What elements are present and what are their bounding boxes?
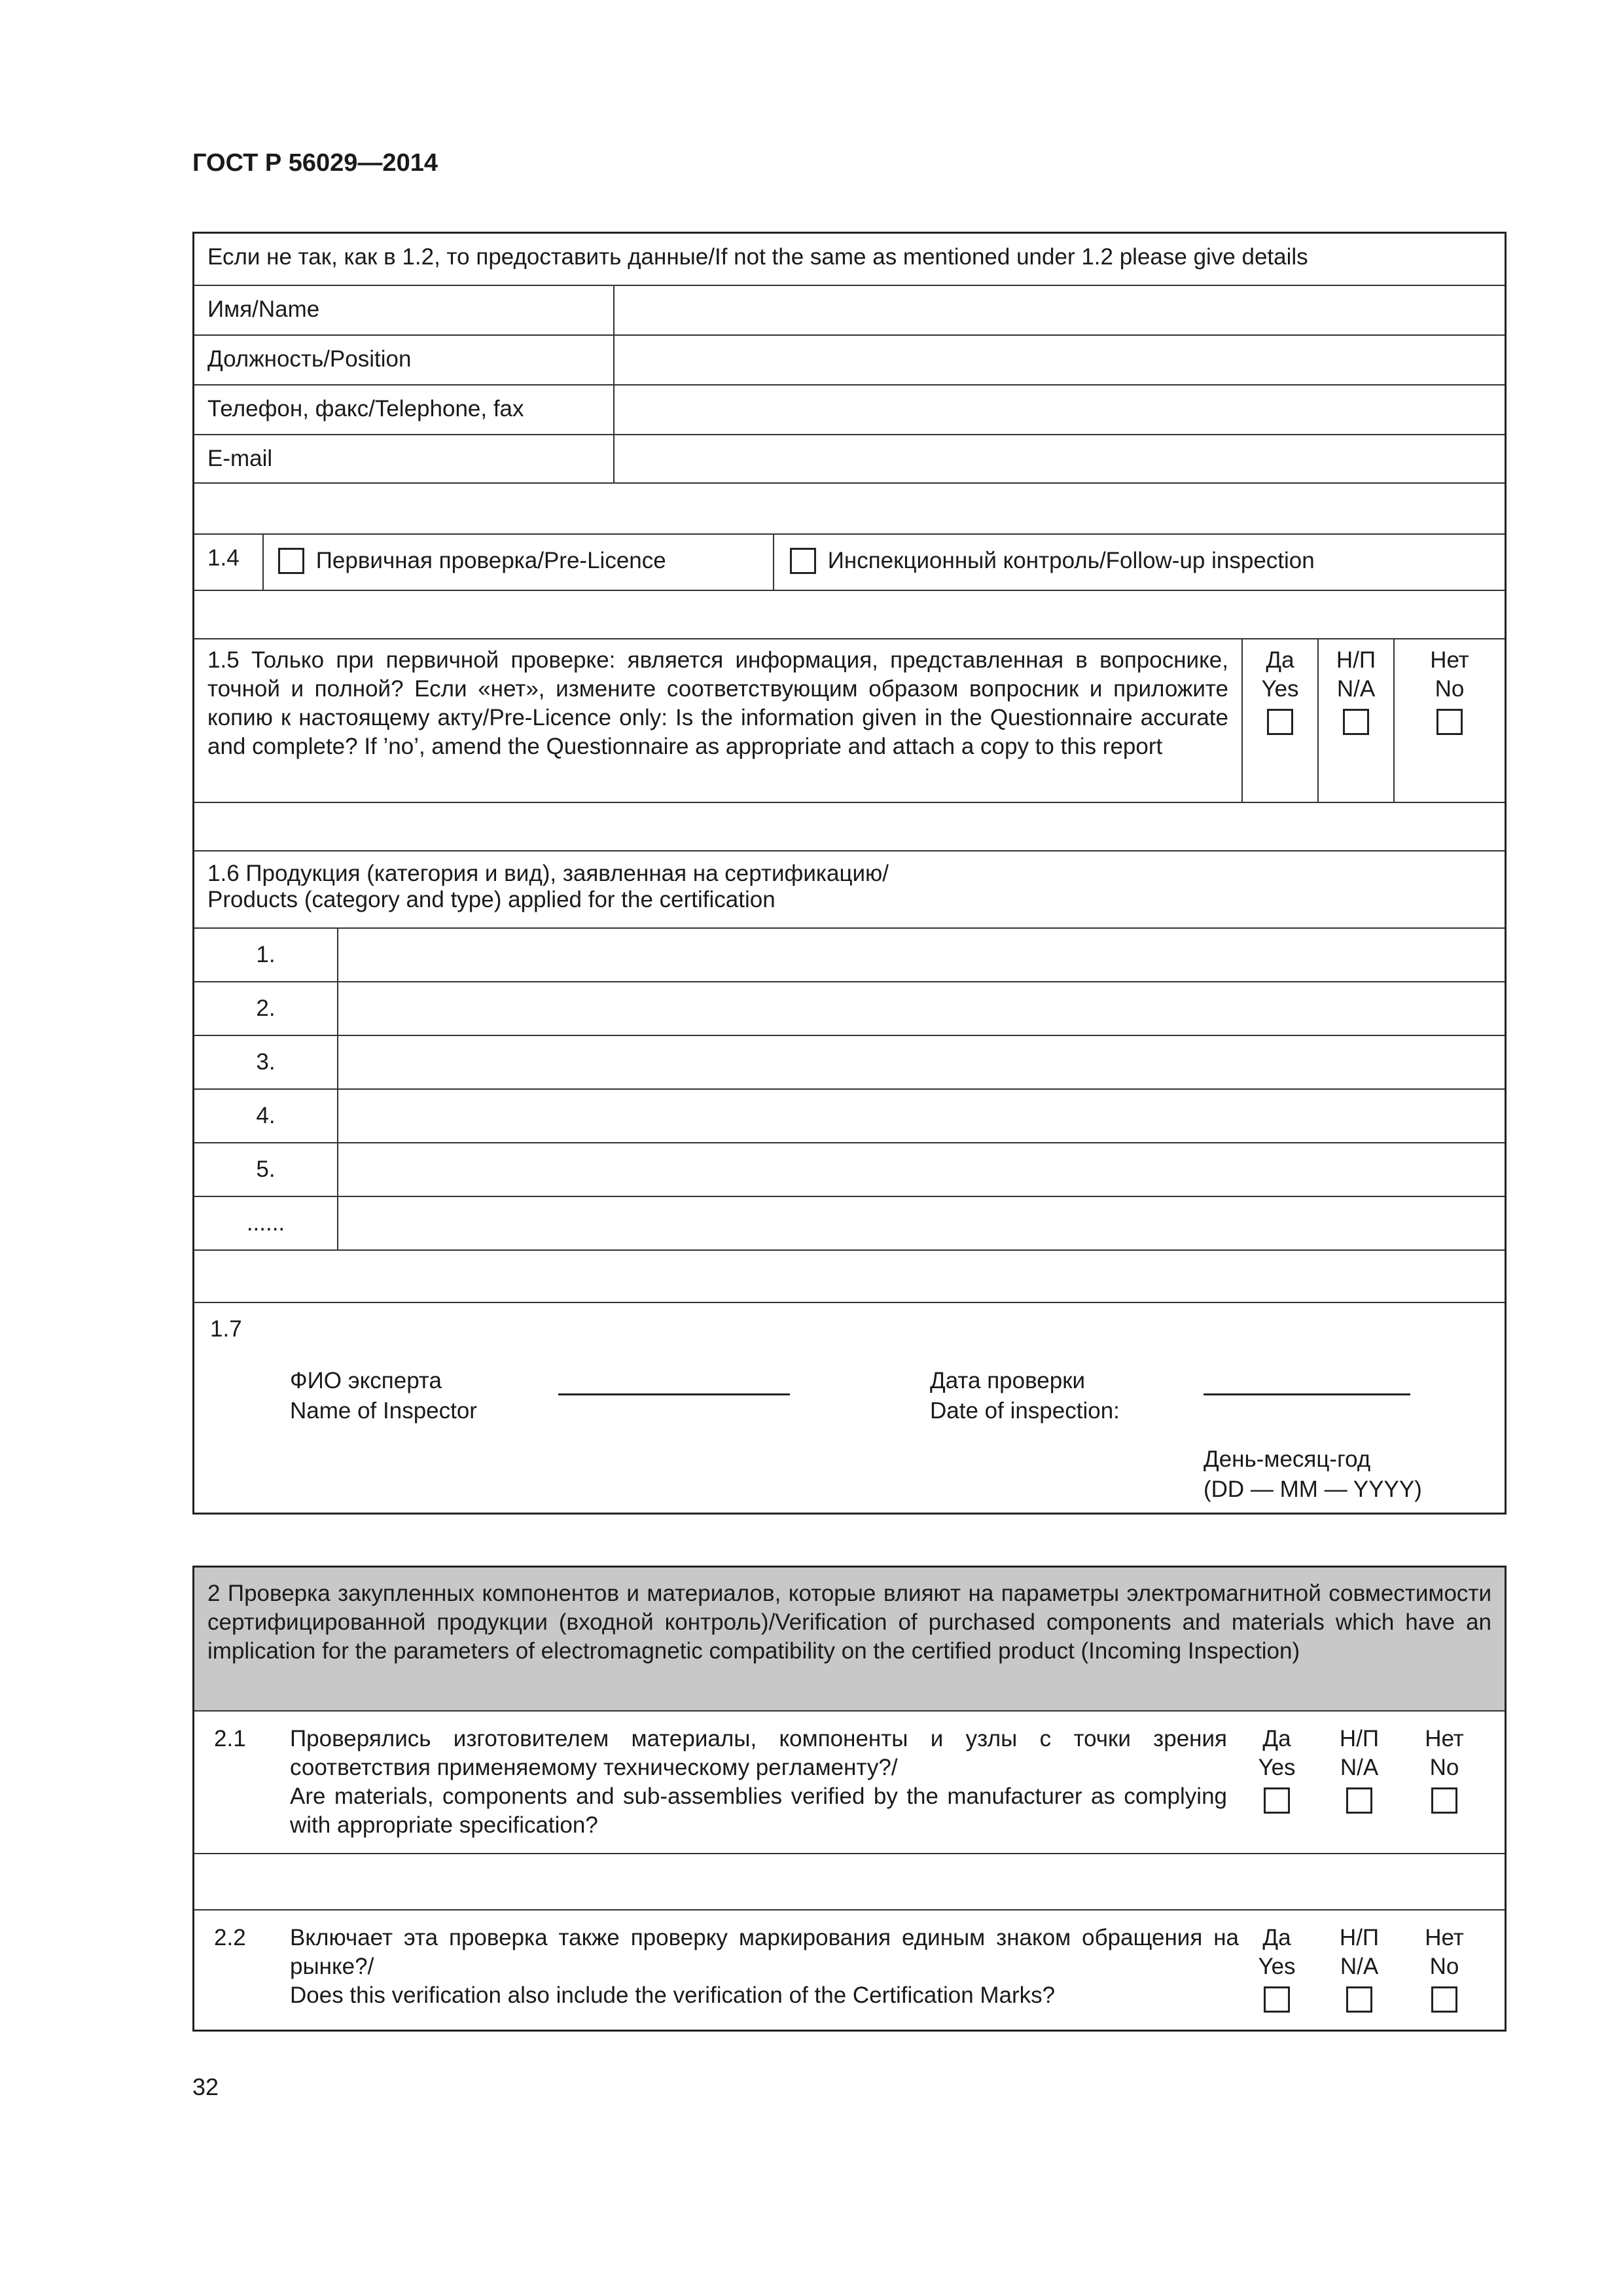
yes-label-en: Yes bbox=[1258, 1755, 1296, 1780]
date-label-en: Date of inspection: bbox=[930, 1398, 1120, 1424]
yes-label-ru: Да bbox=[1266, 647, 1294, 673]
product-row-number: 4. bbox=[256, 1103, 276, 1128]
item-1-6-title-en: Products (category and type) applied for the certification bbox=[207, 887, 776, 912]
inspector-label-ru: ФИО эксперта bbox=[290, 1368, 442, 1393]
product-input[interactable] bbox=[337, 1036, 1505, 1088]
inspector-label bbox=[290, 1366, 477, 1426]
item-2-2-text-en: Does this verification also include the verification of the Certification Marks? bbox=[290, 1982, 1056, 2008]
no-label-ru: Нет bbox=[1425, 1925, 1464, 1950]
field-row-email bbox=[194, 434, 1505, 482]
item-2-2-na-checkbox[interactable] bbox=[1346, 1986, 1372, 2013]
item-1-4-row bbox=[194, 533, 1505, 590]
product-row bbox=[194, 1035, 1505, 1088]
field-input-position[interactable] bbox=[613, 336, 1505, 384]
no-label-en: No bbox=[1429, 1755, 1459, 1780]
item-1-6-title-ru: 1.6 Продукция (категория и вид), заявленная на сертификацию/ bbox=[207, 861, 889, 886]
item-2-1-row bbox=[194, 1710, 1505, 1853]
intro-text: Если не так, как в 1.2, то предоставить данные/If not the same as mentioned under 1.2 please give details bbox=[207, 244, 1308, 270]
product-input[interactable] bbox=[337, 1197, 1505, 1249]
product-row bbox=[194, 1196, 1505, 1249]
field-input-email[interactable] bbox=[613, 435, 1505, 482]
item-1-4-number: 1.4 bbox=[207, 545, 240, 571]
na-label-en: N/A bbox=[1340, 1954, 1379, 1979]
product-row bbox=[194, 1142, 1505, 1196]
na-label-en: N/A bbox=[1340, 1755, 1379, 1780]
product-row-number: 3. bbox=[256, 1049, 276, 1075]
na-label-ru: Н/П bbox=[1336, 647, 1376, 673]
product-row-number: 1. bbox=[256, 942, 276, 967]
item-1-5-yes-checkbox[interactable] bbox=[1267, 709, 1293, 735]
item-2-1-number: 2.1 bbox=[214, 1726, 246, 1751]
field-row-name bbox=[194, 285, 1505, 334]
no-label-ru: Нет bbox=[1430, 647, 1469, 673]
field-input-name[interactable] bbox=[613, 286, 1505, 334]
item-1-7-row bbox=[194, 1302, 1505, 1513]
yes-label-en: Yes bbox=[1258, 1954, 1296, 1979]
date-format-hint bbox=[1204, 1444, 1422, 1505]
follow-up-option[interactable] bbox=[773, 535, 1505, 590]
section1-table bbox=[192, 232, 1507, 1515]
item-1-6-header-row bbox=[194, 850, 1505, 927]
pre-licence-option[interactable] bbox=[262, 535, 773, 590]
yes-label-ru: Да bbox=[1262, 1726, 1291, 1751]
standard-header: ГОСТ Р 56029—2014 bbox=[192, 149, 438, 177]
item-2-2-yes bbox=[1244, 1924, 1310, 2030]
na-label-ru: Н/П bbox=[1339, 1726, 1380, 1751]
item-2-1-no-checkbox[interactable] bbox=[1431, 1787, 1457, 1814]
item-2-2-no bbox=[1412, 1924, 1477, 2030]
follow-up-checkbox[interactable] bbox=[790, 548, 816, 574]
product-row-number: ...... bbox=[246, 1210, 285, 1236]
inspector-label-en: Name of Inspector bbox=[290, 1398, 477, 1424]
product-input[interactable] bbox=[337, 982, 1505, 1035]
date-label bbox=[930, 1366, 1120, 1426]
spacer-row bbox=[194, 1249, 1505, 1302]
field-input-phone[interactable] bbox=[613, 386, 1505, 434]
product-row bbox=[194, 927, 1505, 981]
product-row-number: 2. bbox=[256, 996, 276, 1021]
item-2-2-no-checkbox[interactable] bbox=[1431, 1986, 1457, 2013]
item-2-2-na bbox=[1327, 1924, 1392, 2030]
no-label-en: No bbox=[1429, 1954, 1459, 1979]
spacer-row bbox=[194, 482, 1505, 533]
section2-table bbox=[192, 1566, 1507, 2032]
item-2-1-question bbox=[290, 1725, 1227, 1840]
yes-label-ru: Да bbox=[1262, 1925, 1291, 1950]
na-label-en: N/A bbox=[1336, 676, 1376, 702]
item-2-1-text-ru: Проверялись изготовителем материалы, компоненты и узлы с точки зрения соответствия применяемому техническому регламенту?/ bbox=[290, 1726, 1227, 1780]
spacer-row bbox=[194, 1853, 1505, 1909]
spacer-row bbox=[194, 802, 1505, 850]
intro-row bbox=[194, 234, 1505, 285]
page-number: 32 bbox=[192, 2073, 219, 2100]
date-format-en: (DD — MM — YYYY) bbox=[1204, 1477, 1422, 1502]
item-1-6-title bbox=[194, 852, 1505, 927]
item-1-5-yes bbox=[1241, 639, 1317, 802]
section2-title-row bbox=[194, 1568, 1505, 1710]
item-2-1-na-checkbox[interactable] bbox=[1346, 1787, 1372, 1814]
no-label-en: No bbox=[1435, 676, 1465, 702]
item-1-5-question: 1.5 Только при первичной проверке: является информация, представленная в вопроснике, точной и полной? Если «нет», измените соответствующим образом вопросник и приложите копию к настоящему акту/Pre-Licence only: Is the information given in the Questionnaire accurate and complete? If ’no’, amend the Questionnaire as appropriate and attach a copy to this report bbox=[207, 647, 1228, 759]
item-2-1-na bbox=[1327, 1725, 1392, 1853]
item-1-5-row bbox=[194, 638, 1505, 802]
item-1-5-na-checkbox[interactable] bbox=[1343, 709, 1369, 735]
date-label-ru: Дата проверки bbox=[930, 1368, 1086, 1393]
section2-title: 2 Проверка закупленных компонентов и материалов, которые влияют на параметры электромагнитной совместимости сертифицированной продукции (входной контроль)/Verification of purchased components and materials which have an implication for the parameters of electromagnetic compatibility on the certified product (Incoming Inspection) bbox=[207, 1581, 1491, 1664]
item-2-1-yes bbox=[1244, 1725, 1310, 1853]
item-2-2-text-ru: Включает эта проверка также проверку маркирования единым знаком обращения на рынке?/ bbox=[290, 1925, 1239, 1979]
item-1-7-number: 1.7 bbox=[210, 1316, 242, 1342]
date-format-ru: День-месяц-год bbox=[1204, 1446, 1371, 1472]
pre-licence-label: Первичная проверка/Pre-Licence bbox=[315, 547, 666, 573]
product-input[interactable] bbox=[337, 929, 1505, 981]
inspector-name-field[interactable] bbox=[558, 1367, 790, 1395]
field-row-position bbox=[194, 334, 1505, 384]
field-row-phone bbox=[194, 384, 1505, 434]
yes-label-en: Yes bbox=[1261, 676, 1299, 702]
item-1-5-no bbox=[1393, 639, 1505, 802]
no-label-ru: Нет bbox=[1425, 1726, 1464, 1751]
item-2-1-text-en: Are materials, components and sub-assemblies verified by the manufacturer as complying with appropriate specification? bbox=[290, 1784, 1227, 1838]
product-input[interactable] bbox=[337, 1143, 1505, 1196]
inspection-date-field[interactable] bbox=[1204, 1367, 1410, 1395]
field-label-phone: Телефон, факс/Telephone, fax bbox=[207, 396, 524, 422]
product-row bbox=[194, 1088, 1505, 1142]
item-1-5-na bbox=[1317, 639, 1393, 802]
item-2-2-number: 2.2 bbox=[214, 1925, 246, 1950]
follow-up-label: Инспекционный контроль/Follow-up inspection bbox=[827, 547, 1315, 573]
field-label-name: Имя/Name bbox=[207, 296, 320, 322]
na-label-ru: Н/П bbox=[1339, 1925, 1380, 1950]
item-2-1-yes-checkbox[interactable] bbox=[1264, 1787, 1290, 1814]
product-input[interactable] bbox=[337, 1090, 1505, 1142]
pre-licence-checkbox[interactable] bbox=[278, 548, 304, 574]
product-row bbox=[194, 981, 1505, 1035]
item-2-1-no bbox=[1412, 1725, 1477, 1853]
spacer-row bbox=[194, 590, 1505, 638]
item-2-2-question bbox=[290, 1924, 1239, 2010]
item-2-2-row bbox=[194, 1909, 1505, 2030]
field-label-position: Должность/Position bbox=[207, 346, 412, 372]
item-1-5-no-checkbox[interactable] bbox=[1436, 709, 1463, 735]
item-2-2-yes-checkbox[interactable] bbox=[1264, 1986, 1290, 2013]
field-label-email: E-mail bbox=[207, 446, 273, 471]
product-row-number: 5. bbox=[256, 1157, 276, 1182]
